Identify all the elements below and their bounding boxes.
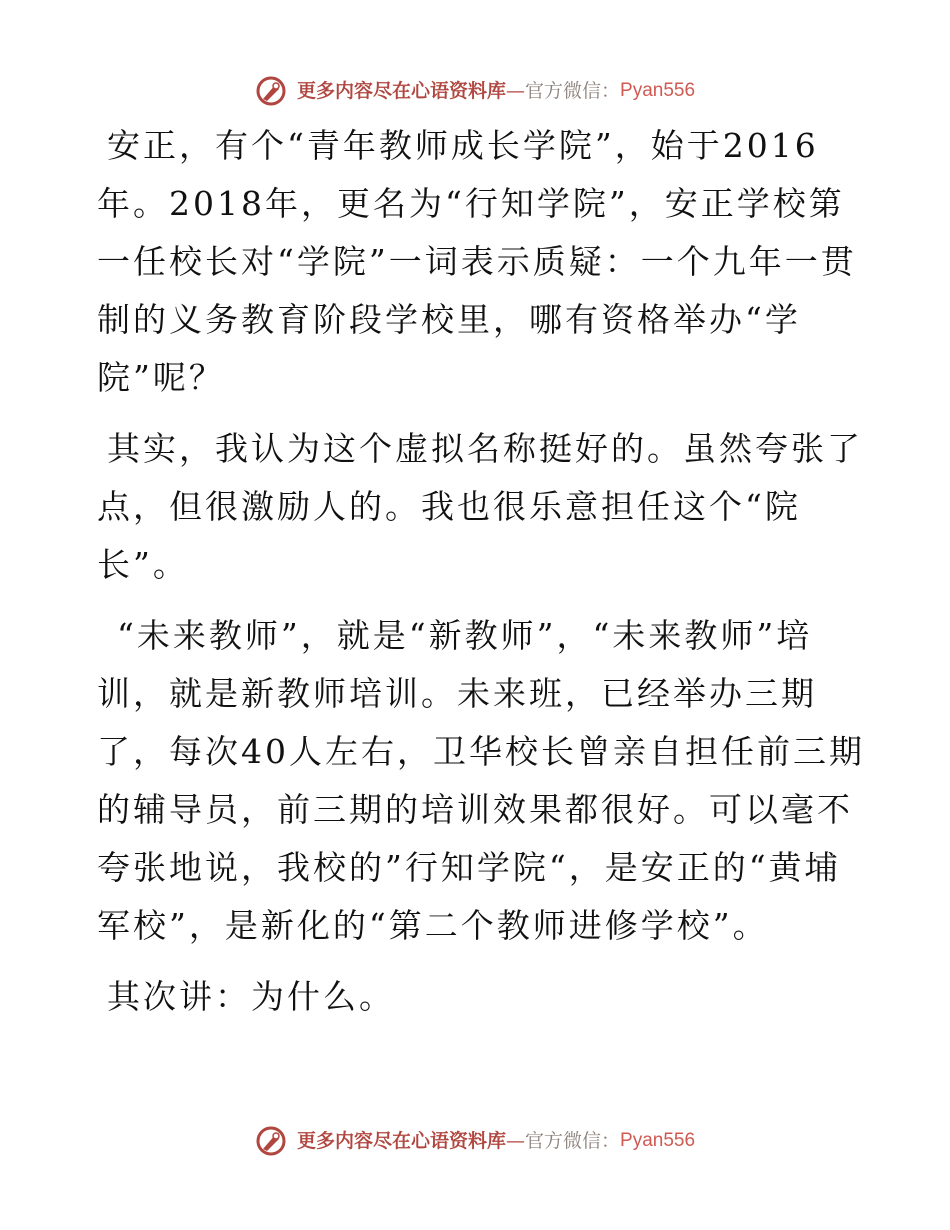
document-body <box>97 117 867 1039</box>
watermark-dash: — <box>506 80 526 102</box>
watermark-text: 更多内容尽在心语资料库 <box>297 80 507 102</box>
wechat-label: 官方微信： <box>525 1130 621 1152</box>
paragraph-2: 其实，我认为这个虚拟名称挺好的。虽然夸张了点，但很激励人的。我也很乐意担任这个“院长”。 <box>97 429 863 584</box>
wechat-label: 官方微信： <box>525 80 621 102</box>
pen-nib-logo-icon <box>255 75 287 107</box>
paragraph-3: “未来教师”，就是“新教师”，“未来教师”培训，就是新教师培训。未来班，已经举办三期了，每次40人左右，卫华校长曾亲自担任前三期的辅导员，前三期的培训效果都很好。可以毫不夸张地说，我校的”行知学院“，是安正的“黄埔军校”，是新化的“第二个教师进修学校”。 <box>97 616 865 945</box>
paragraph-1: 安正，有个“青年教师成长学院”，始于2016年。2018年，更名为“行知学院”，安正学校第一任校长对“学院”一词表示质疑：一个九年一贯制的义务教育阶段学校里，哪有资格举办“学院”呢？ <box>97 126 857 397</box>
footer-watermark <box>0 1123 950 1157</box>
watermark-text: 更多内容尽在心语资料库 <box>297 1130 507 1152</box>
wechat-id: Pyan556 <box>620 80 696 101</box>
pen-nib-logo-icon <box>255 1125 287 1157</box>
watermark-dash: — <box>506 1130 526 1152</box>
paragraph-4: 其次讲：为什么。 <box>107 977 395 1016</box>
header-watermark <box>0 73 950 107</box>
wechat-id: Pyan556 <box>620 1130 696 1151</box>
